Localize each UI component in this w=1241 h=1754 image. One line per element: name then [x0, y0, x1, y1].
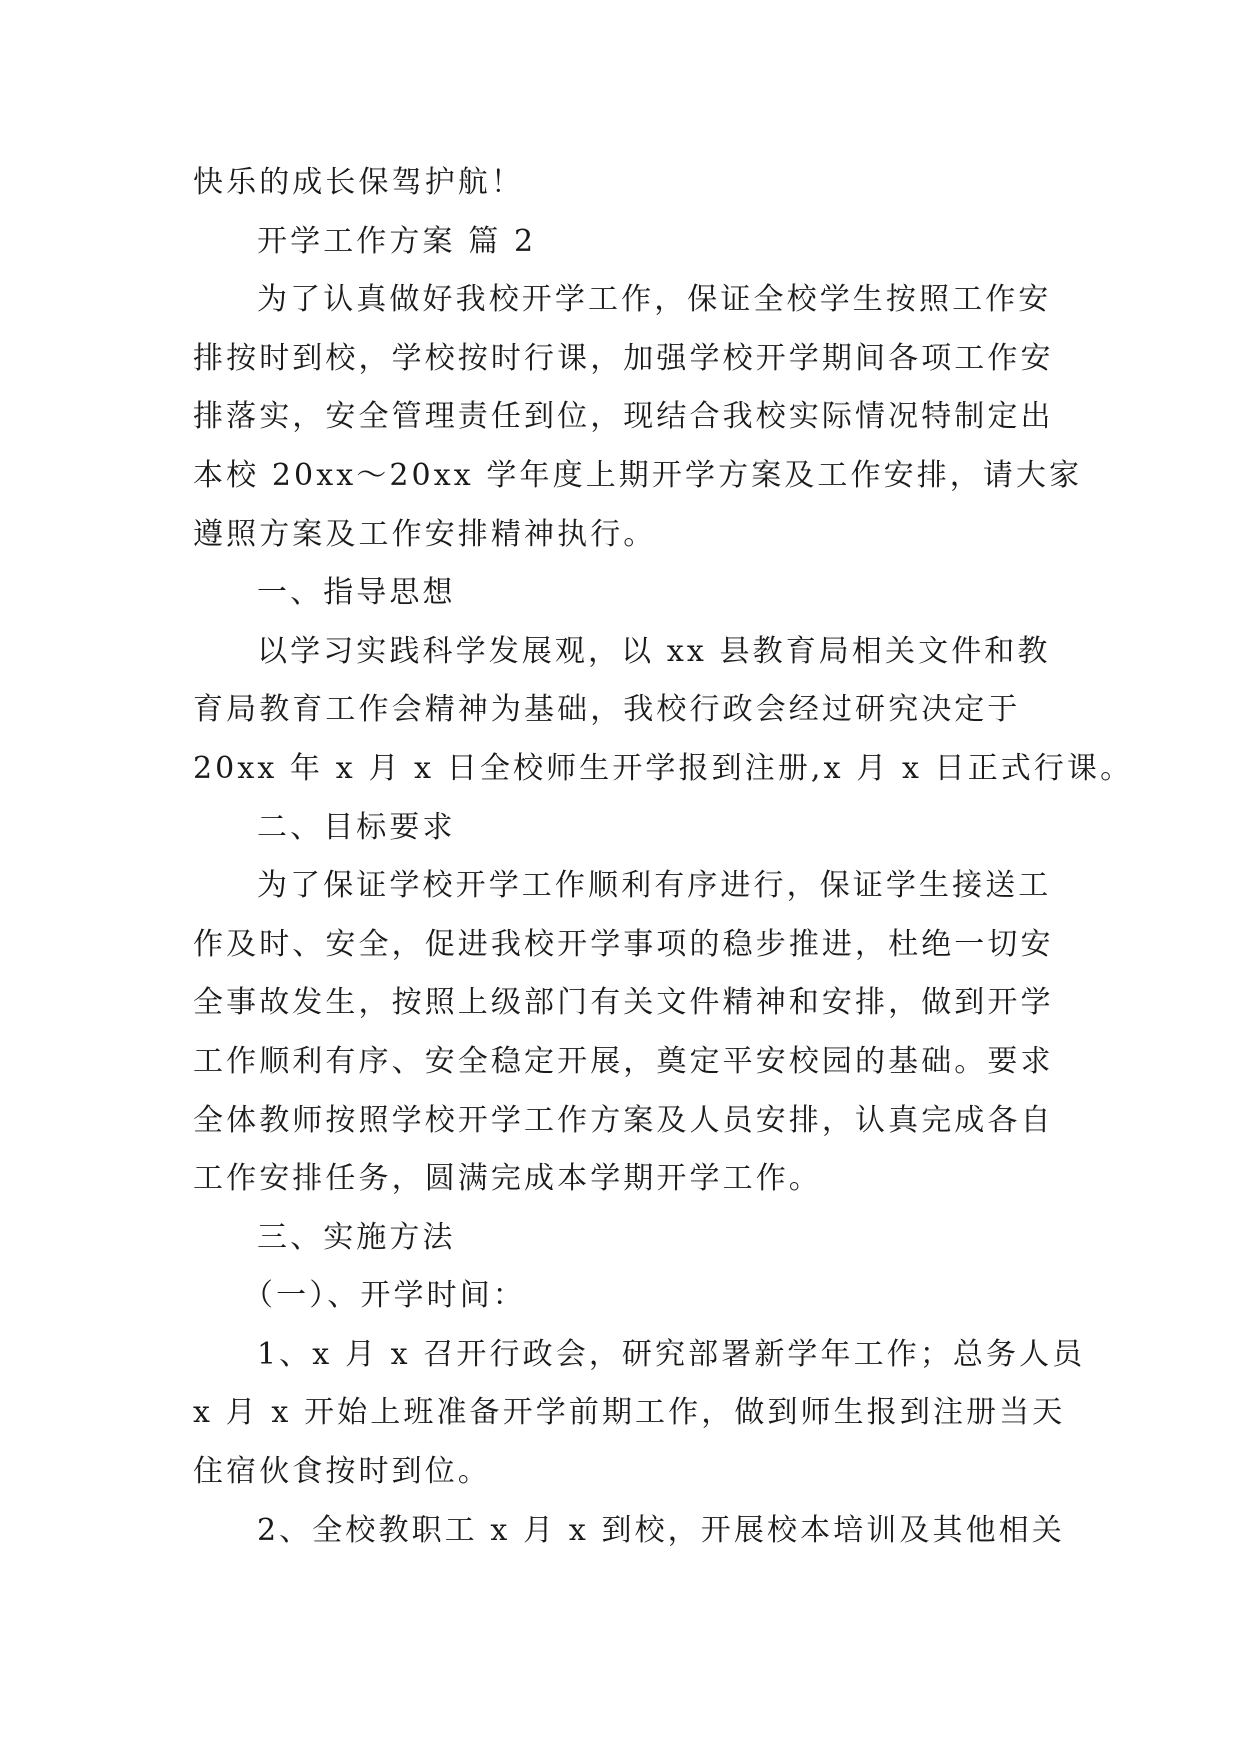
section-title: 开学工作方案 篇 2	[257, 223, 537, 259]
paragraph-line: 20xx 年 x 月 x 日全校师生开学报到注册,x 月 x 日正式行课。	[193, 750, 1134, 786]
paragraph-line: 快乐的成长保驾护航！	[193, 165, 524, 200]
paragraph-line: 排按时到校，学校按时行课，加强学校开学期间各项工作安	[193, 340, 1054, 376]
heading-guiding-thought: 一、指导思想	[257, 575, 456, 611]
paragraph-line: 作及时、安全，促进我校开学事项的稳步推进，杜绝一切安	[193, 926, 1054, 962]
heading-implementation-methods: 三、实施方法	[257, 1219, 456, 1255]
paragraph-line: 全体教师按照学校开学工作方案及人员安排，认真完成各自	[193, 1102, 1054, 1138]
paragraph-line: 排落实，安全管理责任到位，现结合我校实际情况特制定出	[193, 399, 1054, 435]
paragraph-line: 遵照方案及工作安排精神执行。	[193, 516, 657, 552]
paragraph-line: 全事故发生，按照上级部门有关文件精神和安排，做到开学	[193, 985, 1054, 1021]
paragraph-line: 以学习实践科学发展观，以 xx 县教育局相关文件和教	[257, 633, 1051, 669]
paragraph-line: 1、x 月 x 召开行政会，研究部署新学年工作；总务人员	[257, 1336, 1086, 1372]
paragraph-line: 为了保证学校开学工作顺利有序进行，保证学生接送工	[257, 868, 1052, 904]
paragraph-line: x 月 x 开始上班准备开学前期工作，做到师生报到注册当天	[193, 1395, 1066, 1431]
paragraph-line: 工作安排任务，圆满完成本学期开学工作。	[193, 1161, 822, 1197]
paragraph-line: 住宿伙食按时到位。	[193, 1454, 491, 1490]
heading-target-requirements: 二、目标要求	[257, 809, 456, 845]
subheading-start-time: （一）、开学时间：	[243, 1278, 526, 1314]
paragraph-line: 2、全校教职工 x 月 x 到校，开展校本培训及其他相关	[257, 1512, 1065, 1548]
paragraph-line: 育局教育工作会精神为基础，我校行政会经过研究决定于	[193, 692, 1021, 728]
paragraph-line: 为了认真做好我校开学工作，保证全校学生按照工作安	[257, 282, 1052, 318]
document-body	[193, 154, 1134, 1560]
paragraph-line: 工作顺利有序、安全稳定开展，奠定平安校园的基础。要求	[193, 1043, 1054, 1079]
paragraph-line: 本校 20xx～20xx 学年度上期开学方案及工作安排，请大家	[193, 457, 1083, 493]
